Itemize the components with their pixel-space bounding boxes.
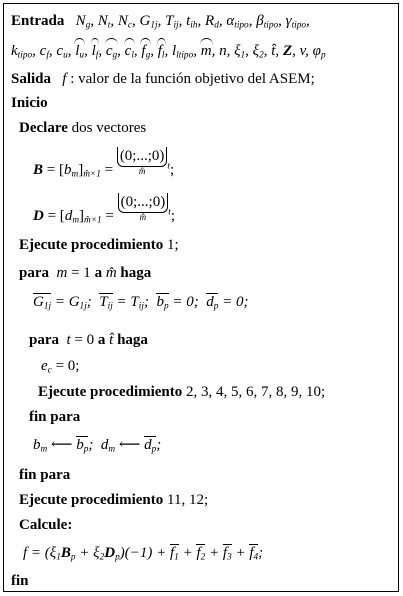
vector-update: bm ⟵ bp; dm ⟵ dp; (33, 436, 161, 458)
entrada-params-2: ktipo, cf, cu, lu, lf, cg, cl, fg, fl, lltipo, m, n, ξ1, ξ2, t̂, Z, v, φp (11, 42, 326, 64)
declare-label: Declare (19, 120, 68, 136)
para-t-loop: para t = 0 a t̂ haga (29, 332, 148, 348)
declare-text: dos vectores (71, 120, 147, 136)
entrada-line (11, 12, 310, 34)
entrada-label: Entrada (11, 13, 65, 29)
ec-assign: ec = 0; (41, 358, 80, 376)
ejecute-1: Ejecute procedimiento 1; (19, 237, 179, 253)
assignments: G1j = G1j; Tij = Tij; bp = 0; dp = 0; (33, 293, 249, 315)
calcule-label: Calcule: (19, 517, 73, 533)
salida-line: Salida f : valor de la función objetivo del ASEM; (11, 71, 315, 87)
entrada-params-1: Ng, Nt, Nc, G1j, Tij, tih, Rd, αtipo, βtipo, γtipo, (68, 13, 310, 31)
fin-label: fin (11, 573, 29, 589)
inicio-label: Inicio (11, 95, 48, 111)
ejecute-2-10: Ejecute procedimiento 2, 3, 4, 5, 6, 7, 8, 9, 10; (38, 384, 326, 400)
declare-line (19, 119, 146, 137)
salida-text: valor de la función objetivo del ASEM; (78, 71, 315, 87)
vector-d: D = [dm]m̂×1 = (0;...;0) m̂ $^t$; (33, 194, 175, 226)
fin-para-inner: fin para (29, 409, 81, 425)
fin-para-outer: fin para (19, 467, 71, 483)
salida-label: Salida (11, 71, 52, 87)
ejecute-11-12: Ejecute procedimiento 11, 12; (19, 492, 209, 508)
objective-formula: f = (ξ1Bp + ξ2Dp)(−1) + f1 + f2 + f3 + f4; (23, 544, 263, 566)
vector-b: B = [bm]m̂×1 = (0;...;0) m̂ $^t$; (33, 148, 175, 180)
salida-symbol: f (54, 71, 67, 87)
para-m-loop: para m = 1 a m̂ haga (19, 265, 152, 281)
